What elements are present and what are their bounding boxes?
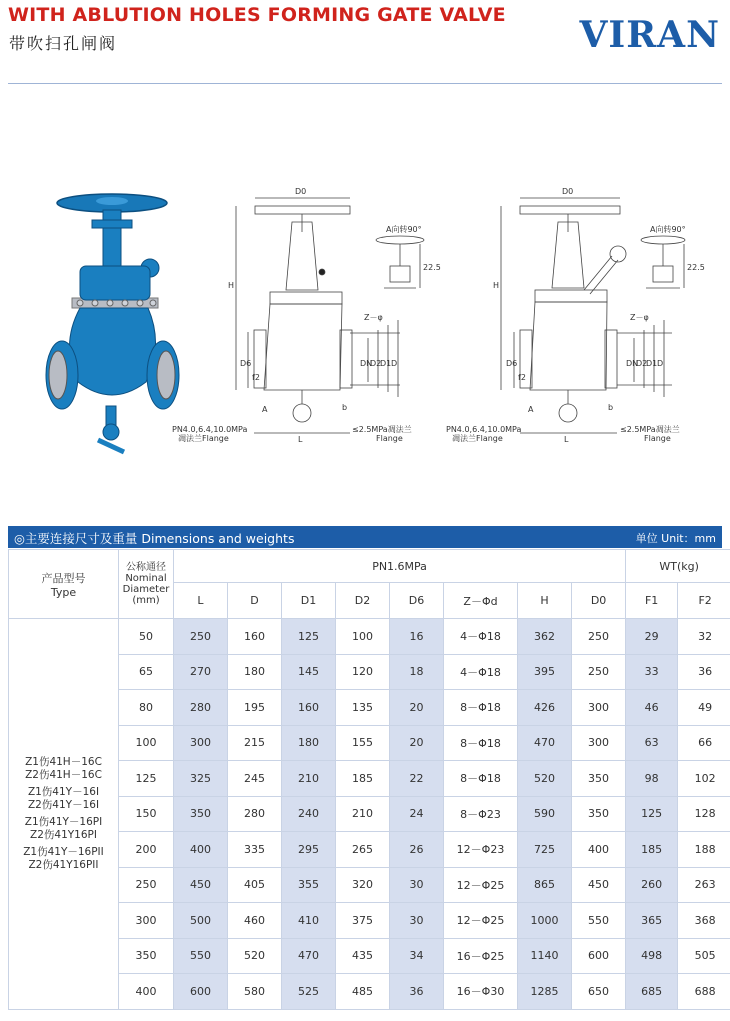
value-cell: 335 — [228, 832, 282, 868]
label-d6-left: D6 — [240, 359, 252, 368]
label-flange-left-2-right: 凋法兰Flange — [452, 434, 503, 443]
value-cell: 66 — [678, 725, 730, 761]
diameter-cell: 400 — [119, 974, 174, 1010]
label-a-turn-left: A向转90° — [386, 225, 422, 234]
label-d2-right: D2 — [636, 359, 648, 368]
value-cell: 36 — [678, 654, 730, 690]
label-z-phi-right: Z－φ — [630, 313, 649, 322]
diameter-cell: 300 — [119, 903, 174, 939]
diameter-header: 公称通径 Nominal Diameter (mm) — [119, 550, 174, 619]
value-cell: 160 — [282, 690, 336, 726]
page-title-cn: 带吹扫孔闸阀 — [9, 34, 118, 53]
value-cell: 450 — [572, 867, 626, 903]
value-cell: 460 — [228, 903, 282, 939]
column-header: F2 — [678, 583, 730, 619]
label-flange-left-2: 凋法兰Flange — [178, 434, 229, 443]
value-cell: 30 — [390, 867, 444, 903]
value-cell: 26 — [390, 832, 444, 868]
value-cell: 600 — [174, 974, 228, 1010]
valve-photo — [46, 194, 179, 452]
page-title-en: WITH ABLUTION HOLES FORMING GATE VALVE — [8, 4, 506, 26]
type-group — [9, 786, 118, 812]
diameter-cell: 350 — [119, 938, 174, 974]
label-flange-right-2: Flange — [376, 434, 403, 443]
value-cell: 375 — [336, 903, 390, 939]
value-cell: 16 — [390, 619, 444, 655]
value-cell: 36 — [390, 974, 444, 1010]
label-l-right: L — [564, 435, 569, 444]
value-cell: 725 — [518, 832, 572, 868]
value-cell: 350 — [572, 796, 626, 832]
type-model: Z1伤41Y－16I — [27, 785, 100, 798]
value-cell: 33 — [626, 654, 678, 690]
value-cell: 30 — [390, 903, 444, 939]
column-header: L — [174, 583, 228, 619]
label-f2-right: f2 — [518, 373, 526, 382]
viran-logo: VIRAN — [579, 14, 720, 56]
value-cell: 688 — [678, 974, 730, 1010]
value-cell: 365 — [626, 903, 678, 939]
value-cell: 520 — [518, 761, 572, 797]
label-dn-left: DN — [360, 359, 373, 368]
label-d1-right: D1 — [646, 359, 658, 368]
value-cell: 250 — [572, 654, 626, 690]
label-a-left: A — [262, 405, 268, 414]
value-cell: 295 — [282, 832, 336, 868]
table-title: ◎主要连接尺寸及重量 Dimensions and weights — [14, 531, 295, 546]
table-row — [9, 619, 730, 655]
value-cell: 100 — [336, 619, 390, 655]
value-cell: 280 — [174, 690, 228, 726]
value-cell: 102 — [678, 761, 730, 797]
value-cell: 29 — [626, 619, 678, 655]
value-cell: 320 — [336, 867, 390, 903]
value-cell: 498 — [626, 938, 678, 974]
header-divider — [8, 83, 722, 84]
value-cell: 485 — [336, 974, 390, 1010]
value-cell: 362 — [518, 619, 572, 655]
label-flange-right-1-right: ≤2.5MPa凋法兰 — [620, 425, 680, 434]
column-header: D0 — [572, 583, 626, 619]
value-cell: 20 — [390, 725, 444, 761]
value-cell: 120 — [336, 654, 390, 690]
value-cell: 500 — [174, 903, 228, 939]
value-cell: 355 — [282, 867, 336, 903]
diameter-cell: 50 — [119, 619, 174, 655]
weight-header: WT(kg) — [626, 550, 730, 583]
value-cell: 32 — [678, 619, 730, 655]
value-cell: 18 — [390, 654, 444, 690]
table-title-bar — [8, 526, 722, 548]
value-cell: 470 — [518, 725, 572, 761]
value-cell: 685 — [626, 974, 678, 1010]
label-d0-right: D0 — [562, 187, 574, 196]
value-cell: 125 — [626, 796, 678, 832]
value-cell: 400 — [572, 832, 626, 868]
label-flange-left-1-right: PN4.0,6.4,10.0MPa — [446, 425, 522, 434]
column-header: D6 — [390, 583, 444, 619]
type-cell — [9, 619, 119, 1010]
value-cell: 550 — [174, 938, 228, 974]
value-cell: 250 — [572, 619, 626, 655]
column-header: D — [228, 583, 282, 619]
value-cell: 410 — [282, 903, 336, 939]
value-cell: 300 — [572, 725, 626, 761]
diameter-cell: 100 — [119, 725, 174, 761]
value-cell: 263 — [678, 867, 730, 903]
type-model: Z1伤41Y－16PII — [23, 845, 104, 858]
value-cell: 8－Φ23 — [444, 796, 518, 832]
column-header: H — [518, 583, 572, 619]
value-cell: 300 — [572, 690, 626, 726]
pn-header: PN1.6MPa — [174, 550, 626, 583]
label-dn-right: DN — [626, 359, 639, 368]
value-cell: 135 — [336, 690, 390, 726]
value-cell: 1140 — [518, 938, 572, 974]
value-cell: 4－Φ18 — [444, 619, 518, 655]
value-cell: 270 — [174, 654, 228, 690]
label-f2-left: f2 — [252, 373, 260, 382]
value-cell: 600 — [572, 938, 626, 974]
value-cell: 210 — [282, 761, 336, 797]
value-cell: 505 — [678, 938, 730, 974]
label-flange-left-1: PN4.0,6.4,10.0MPa — [172, 425, 248, 434]
value-cell: 20 — [390, 690, 444, 726]
value-cell: 525 — [282, 974, 336, 1010]
label-a-right: A — [528, 405, 534, 414]
type-model: Z2伤41Y16PII — [28, 858, 99, 871]
diameter-cell: 250 — [119, 867, 174, 903]
value-cell: 49 — [678, 690, 730, 726]
value-cell: 180 — [228, 654, 282, 690]
label-d-right: D — [657, 359, 664, 368]
type-header: 产品型号 Type — [9, 550, 119, 619]
value-cell: 435 — [336, 938, 390, 974]
column-header: D1 — [282, 583, 336, 619]
value-cell: 350 — [174, 796, 228, 832]
diameter-cell: 80 — [119, 690, 174, 726]
value-cell: 180 — [282, 725, 336, 761]
label-flange-right-2-right: Flange — [644, 434, 671, 443]
value-cell: 426 — [518, 690, 572, 726]
type-group — [9, 816, 118, 842]
value-cell: 265 — [336, 832, 390, 868]
label-l-left: L — [298, 435, 303, 444]
value-cell: 1285 — [518, 974, 572, 1010]
value-cell: 98 — [626, 761, 678, 797]
value-cell: 125 — [282, 619, 336, 655]
value-cell: 590 — [518, 796, 572, 832]
value-cell: 46 — [626, 690, 678, 726]
value-cell: 128 — [678, 796, 730, 832]
column-header: D2 — [336, 583, 390, 619]
label-d6-right: D6 — [506, 359, 518, 368]
value-cell: 470 — [282, 938, 336, 974]
diameter-cell: 150 — [119, 796, 174, 832]
value-cell: 16－Φ25 — [444, 938, 518, 974]
value-cell: 280 — [228, 796, 282, 832]
type-model: Z2伤41H－16C — [25, 768, 102, 781]
label-d2-left: D2 — [370, 359, 382, 368]
value-cell: 300 — [174, 725, 228, 761]
value-cell: 550 — [572, 903, 626, 939]
diameter-cell: 200 — [119, 832, 174, 868]
label-a-turn-right: A向转90° — [650, 225, 686, 234]
value-cell: 63 — [626, 725, 678, 761]
value-cell: 12－Φ25 — [444, 903, 518, 939]
value-cell: 210 — [336, 796, 390, 832]
label-flange-right-1: ≤2.5MPa凋法兰 — [352, 425, 412, 434]
dimensions-table — [8, 549, 730, 1010]
diameter-cell: 65 — [119, 654, 174, 690]
column-header: Z－Φd — [444, 583, 518, 619]
type-model: Z2伤41Y－16I — [27, 798, 100, 811]
value-cell: 34 — [390, 938, 444, 974]
value-cell: 250 — [174, 619, 228, 655]
type-model: Z1伤41Y－16PI — [24, 815, 103, 828]
value-cell: 160 — [228, 619, 282, 655]
figure-zone — [0, 170, 730, 470]
value-cell: 395 — [518, 654, 572, 690]
label-22-5-left: 22.5 — [423, 263, 441, 272]
label-b-right: b — [608, 403, 614, 412]
value-cell: 12－Φ25 — [444, 867, 518, 903]
value-cell: 188 — [678, 832, 730, 868]
value-cell: 245 — [228, 761, 282, 797]
value-cell: 24 — [390, 796, 444, 832]
table-unit: 单位 Unit：mm — [635, 532, 716, 545]
type-group — [9, 756, 118, 782]
diameter-cell: 125 — [119, 761, 174, 797]
type-model: Z2伤41Y16PI — [30, 828, 97, 841]
label-b-left: b — [342, 403, 348, 412]
value-cell: 215 — [228, 725, 282, 761]
value-cell: 8－Φ18 — [444, 690, 518, 726]
value-cell: 1000 — [518, 903, 572, 939]
value-cell: 260 — [626, 867, 678, 903]
value-cell: 650 — [572, 974, 626, 1010]
value-cell: 155 — [336, 725, 390, 761]
value-cell: 325 — [174, 761, 228, 797]
value-cell: 195 — [228, 690, 282, 726]
column-header: F1 — [626, 583, 678, 619]
value-cell: 185 — [336, 761, 390, 797]
label-d1-left: D1 — [380, 359, 392, 368]
value-cell: 22 — [390, 761, 444, 797]
value-cell: 450 — [174, 867, 228, 903]
value-cell: 405 — [228, 867, 282, 903]
value-cell: 12－Φ23 — [444, 832, 518, 868]
value-cell: 368 — [678, 903, 730, 939]
value-cell: 520 — [228, 938, 282, 974]
label-h-left: H — [228, 281, 235, 290]
label-22-5-right: 22.5 — [687, 263, 705, 272]
value-cell: 8－Φ18 — [444, 761, 518, 797]
label-h-right: H — [493, 281, 500, 290]
label-d0-left: D0 — [295, 187, 307, 196]
value-cell: 4－Φ18 — [444, 654, 518, 690]
label-d-left: D — [391, 359, 398, 368]
value-cell: 185 — [626, 832, 678, 868]
value-cell: 8－Φ18 — [444, 725, 518, 761]
type-group — [9, 846, 118, 872]
value-cell: 400 — [174, 832, 228, 868]
value-cell: 350 — [572, 761, 626, 797]
value-cell: 145 — [282, 654, 336, 690]
value-cell: 865 — [518, 867, 572, 903]
type-model: Z1伤41H－16C — [25, 755, 102, 768]
value-cell: 240 — [282, 796, 336, 832]
value-cell: 16－Φ30 — [444, 974, 518, 1010]
value-cell: 580 — [228, 974, 282, 1010]
label-z-phi-left: Z－φ — [364, 313, 383, 322]
